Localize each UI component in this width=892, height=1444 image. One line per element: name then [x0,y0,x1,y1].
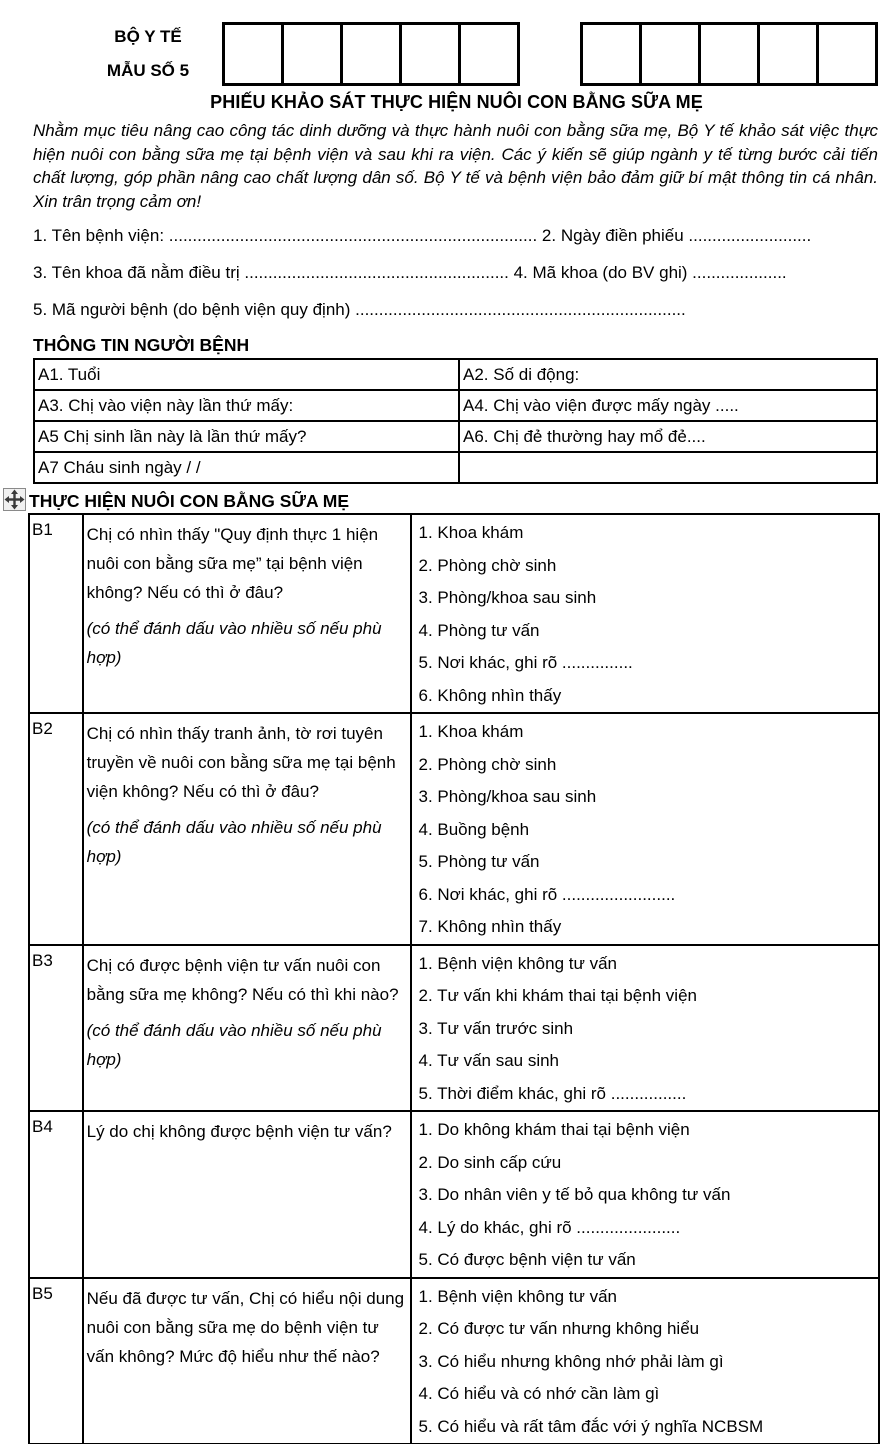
intro-paragraph: Nhằm mục tiêu nâng cao công tác dinh dưỡng và thực hành nuôi con bằng sữa mẹ, Bộ Y tế khảo sát việc thực hiện nuôi con bằng sữa mẹ tại bệnh viện và sau khi ra viện. Các ý kiến sẽ giúp ngành y tế từng bước cải tiến chất lượng, góp phần nâng cao chất lượng dân số. Bộ Y tế và bệnh viện bảo đảm giữ bí mật thông tin cá nhân. Xin trân trọng cảm ơn! [33,121,878,211]
cell-a5: A5 Chị sinh lần này là lần thứ mấy? [34,421,459,452]
answer-option: 2. Do sinh cấp cứu [418,1152,562,1172]
org-name: BỘ Y TẾ [114,27,182,46]
breastfeeding-table [28,513,880,1444]
answer-option: 2. Phòng chờ sinh [418,754,557,774]
options-cell [411,713,879,945]
table-row [34,390,877,421]
question-row-b5 [29,1278,879,1444]
answer-option: 5. Nơi khác, ghi rõ ............... [418,653,633,672]
code-box [639,22,701,86]
question-row-b3 [29,945,879,1112]
question-text: Chị có nhìn thấy "Quy định thực 1 hiện nuôi con bằng sữa mẹ” tại bệnh viện không? Nếu có thì ở đâu? [86,525,379,602]
table-row [34,359,877,390]
question-text: Chị có được bệnh viện tư vấn nuôi con bằng sữa mẹ không? Nếu có thì khi nào? [86,955,399,1004]
question-note: (có thể đánh dấu vào nhiều số nếu phù hợp) [86,619,382,667]
answer-option: 4. Tư vấn sau sinh [418,1051,560,1070]
answer-option: 4. Lý do khác, ghi rõ ...................... [418,1217,681,1237]
answer-option: 3. Tư vấn trước sinh [418,1018,574,1038]
question-cell [83,1278,412,1444]
code-box-group-right [580,22,878,86]
question-cell [83,514,412,713]
answer-option: 3. Phòng/khoa sau sinh [418,588,597,607]
answer-option: 2. Phòng chờ sinh [418,555,557,575]
code-box-group-left [222,22,520,86]
answer-option: 2. Có được tư vấn nhưng không hiểu [418,1319,700,1338]
question-row-b1 [29,514,879,713]
code-box [340,22,402,86]
field-lines [33,217,880,328]
question-row-b2 [29,713,879,945]
answer-option: 5. Có hiểu và rất tâm đắc với ý nghĩa NCBSM [418,1416,764,1436]
answer-option: 1. Bệnh viện không tư vấn [418,953,617,973]
cell-a3: A3. Chị vào viện này lần thứ mấy: [34,390,459,421]
question-cell [83,1111,412,1278]
answer-option: 3. Có hiểu nhưng không nhớ phải làm gì [418,1351,724,1371]
options-cell [411,945,879,1112]
code-box [698,22,760,86]
code-box [222,22,284,86]
cell-a6: A6. Chị đẻ thường hay mổ đẻ.... [459,421,877,452]
table-row [34,421,877,452]
cell-a4: A4. Chị vào viện được mấy ngày ..... [459,390,877,421]
cell-a1: A1. Tuổi [34,359,459,390]
question-id: B4 [29,1111,83,1278]
patient-info-table [33,358,878,484]
patient-info-heading: THÔNG TIN NGƯỜI BỆNH [33,335,250,355]
code-box [458,22,520,86]
code-box [757,22,819,86]
code-box [399,22,461,86]
code-box [580,22,642,86]
answer-option: 6. Nơi khác, ghi rõ ........................ [418,884,676,904]
question-id: B3 [29,945,83,1112]
answer-option: 7. Không nhìn thấy [418,917,562,936]
question-text: Lý do chị không được bệnh viện tư vấn? [86,1122,392,1141]
options-cell [411,1111,879,1278]
table-move-handle-icon[interactable] [3,488,26,511]
form-header [33,22,880,86]
question-id: B2 [29,713,83,945]
question-text: Chị có nhìn thấy tranh ảnh, tờ rơi tuyên truyền về nuôi con bằng sữa mẹ tại bệnh viện không? Nếu có thì ở đâu? [86,724,396,801]
answer-option: 3. Do nhân viên y tế bỏ qua không tư vấn [418,1185,731,1204]
cell-a-empty [459,452,877,483]
question-text: Nếu đã được tư vấn, Chị có hiểu nội dung nuôi con bằng sữa mẹ do bệnh viện tư vấn không? Mức độ hiểu như thế nào? [86,1288,405,1366]
answer-option: 4. Có hiểu và có nhớ cần làm gì [418,1384,660,1403]
options-cell [411,514,879,713]
answer-option: 1. Do không khám thai tại bệnh viện [418,1120,690,1139]
code-box [281,22,343,86]
answer-option: 4. Buồng bệnh [418,819,530,839]
field-line-hospital-date: 1. Tên bệnh viện: .............................................................................. 2. Ngày điền phiếu .......................... [33,226,812,245]
answer-option: 5. Phòng tư vấn [418,852,540,871]
breastfeeding-heading: THỰC HIỆN NUÔI CON BẰNG SỮA MẸ [29,491,350,511]
question-cell [83,945,412,1112]
form-title: PHIẾU KHẢO SÁT THỰC HIỆN NUÔI CON BẰNG SỮA MẸ [210,92,703,112]
form-number: MẪU SỐ 5 [106,61,190,80]
org-block [83,27,213,81]
question-note: (có thể đánh dấu vào nhiều số nếu phù hợp) [86,818,382,866]
code-box [816,22,878,86]
answer-option: 4. Phòng tư vấn [418,620,540,640]
question-id: B1 [29,514,83,713]
question-note: (có thể đánh dấu vào nhiều số nếu phù hợp) [86,1020,382,1069]
question-row-b4 [29,1111,879,1278]
answer-option: 6. Không nhìn thấy [418,685,562,705]
answer-option: 1. Khoa khám [418,523,524,542]
answer-option: 5. Có được bệnh viện tư vấn [418,1250,636,1269]
cell-a2: A2. Số di động: [459,359,877,390]
cell-a7: A7 Cháu sinh ngày / / [34,452,459,483]
question-id: B5 [29,1278,83,1444]
options-cell [411,1278,879,1444]
answer-option: 1. Bệnh viện không tư vấn [418,1286,617,1306]
field-line-department-code: 3. Tên khoa đã nằm điều trị ........................................................ 4. Mã khoa (do BV ghi) .................... [33,263,787,282]
answer-option: 2. Tư vấn khi khám thai tại bệnh viện [418,986,697,1005]
breastfeeding-heading-row [29,491,880,512]
table-row [34,452,877,483]
field-line-patient-code: 5. Mã người bệnh (do bệnh viện quy định) ...................................................................... [33,300,686,319]
answer-option: 1. Khoa khám [418,722,524,741]
answer-option: 3. Phòng/khoa sau sinh [418,787,597,806]
question-cell [83,713,412,945]
answer-option: 5. Thời điểm khác, ghi rõ ................ [418,1083,687,1103]
